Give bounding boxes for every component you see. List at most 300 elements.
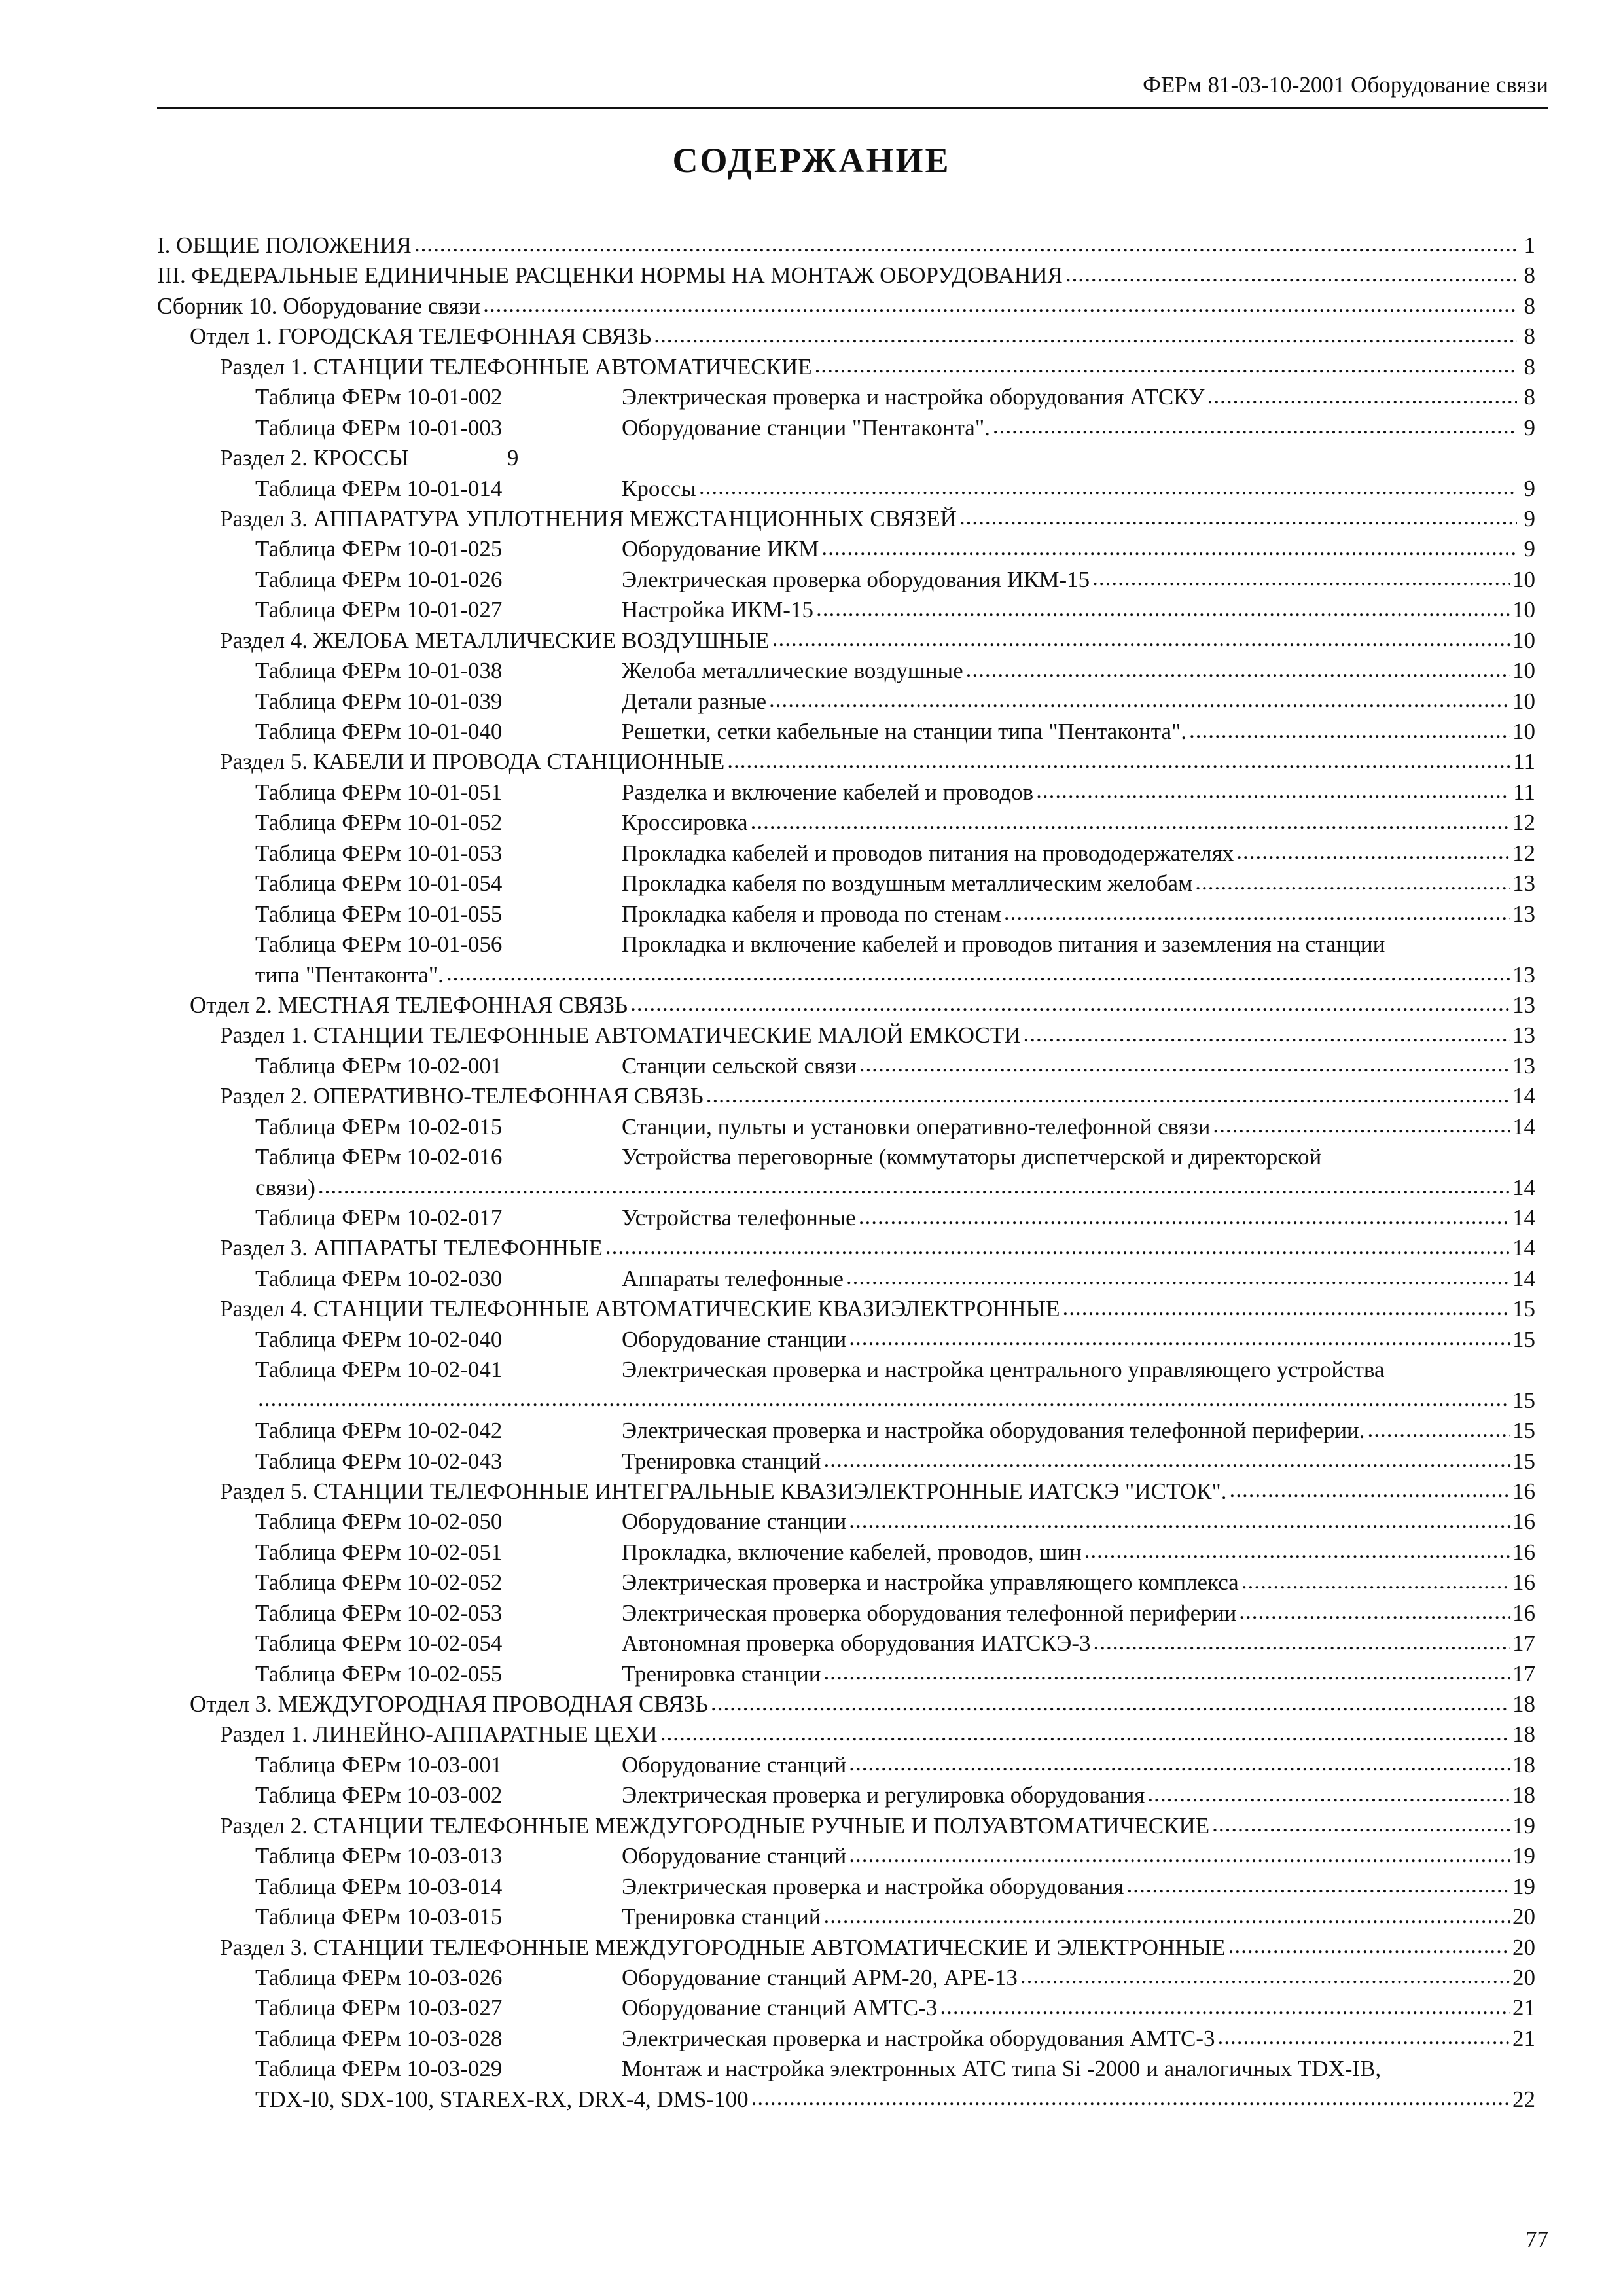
toc-entry[interactable] <box>157 1659 1535 1689</box>
dot-leader <box>1127 1874 1510 1894</box>
toc-entry-label: Тренировка станций <box>622 1904 821 1930</box>
toc-entry[interactable] <box>157 1081 1535 1111</box>
dot-leader <box>849 1509 1510 1529</box>
toc-entry-label: III. ФЕДЕРАЛЬНЫЕ ЕДИНИЧНЫЕ РАСЦЕНКИ НОРМЫ НА МОНТАЖ ОБОРУДОВАНИЯ <box>157 262 1063 289</box>
toc-entry-page: 14 <box>1512 1174 1535 1200</box>
toc-entry-page: 8 <box>1524 262 1535 289</box>
toc-entry-code: Таблица ФЕРм 10-02-053 <box>255 1600 503 1626</box>
toc-entry-code: Таблица ФЕРм 10-01-003 <box>255 414 503 440</box>
toc-entry-page: 13 <box>1512 870 1535 897</box>
toc-entry-line <box>157 1142 1535 1172</box>
toc-entry[interactable] <box>157 1993 1535 2023</box>
toc-entry[interactable] <box>157 1355 1535 1416</box>
toc-entry-text <box>255 808 748 838</box>
dot-leader <box>727 749 1510 769</box>
toc-entry[interactable] <box>157 1294 1535 1324</box>
toc-entry-page: 19 <box>1512 1873 1535 1899</box>
toc-entry-label: Станции, пульты и установки оперативно-телефонной связи <box>622 1113 1211 1139</box>
toc-entry-page: 11 <box>1513 779 1535 805</box>
toc-entry[interactable] <box>157 1750 1535 1780</box>
toc-entry-label: Раздел 3. АППАРАТУРА УПЛОТНЕНИЯ МЕЖСТАНЦИОННЫХ СВЯЗЕЙ <box>220 505 957 531</box>
dot-leader <box>1236 841 1510 861</box>
toc-entry[interactable] <box>157 808 1535 838</box>
toc-entry-line <box>157 1386 1535 1416</box>
toc-entry-label: Желоба металлические воздушные <box>622 658 963 684</box>
toc-entry-code: Таблица ФЕРм 10-02-050 <box>255 1509 503 1535</box>
toc-entry[interactable] <box>157 1325 1535 1355</box>
dot-leader <box>821 537 1517 556</box>
toc-entry[interactable] <box>157 504 1535 534</box>
toc-entry-page: 14 <box>1512 1235 1535 1261</box>
toc-entry-text <box>255 1507 846 1537</box>
dot-leader <box>1230 1479 1510 1499</box>
toc-entry[interactable] <box>157 687 1535 717</box>
toc-entry-label: Отдел 1. ГОРОДСКАЯ ТЕЛЕФОННАЯ СВЯЗЬ <box>190 323 652 350</box>
toc-entry-code: Таблица ФЕРм 10-03-013 <box>255 1843 503 1869</box>
toc-entry-code: Таблица ФЕРм 10-03-015 <box>255 1904 503 1930</box>
toc-entry-text <box>255 899 1001 929</box>
toc-entry-page: 16 <box>1512 1570 1535 1596</box>
toc-entry-text <box>255 1780 1145 1810</box>
toc-entry-code: Таблица ФЕРм 10-02-030 <box>255 1265 503 1291</box>
toc-entry-text <box>255 869 1192 899</box>
dot-leader <box>849 1844 1510 1863</box>
toc-entry-text <box>255 778 1033 808</box>
toc-entry[interactable] <box>157 1933 1535 1963</box>
toc-entry[interactable] <box>157 382 1535 412</box>
running-header: ФЕРм 81-03-10-2001 Оборудование связи <box>1143 72 1548 98</box>
toc-entry-code: Таблица ФЕРм 10-01-054 <box>255 870 503 897</box>
toc-entry-page: 15 <box>1512 1296 1535 1322</box>
dot-leader <box>1062 1297 1510 1316</box>
toc-entry[interactable] <box>157 929 1535 990</box>
toc-entry[interactable] <box>157 474 1535 504</box>
toc-entry-text <box>190 990 628 1020</box>
toc-entry-page: 13 <box>1512 992 1535 1018</box>
toc-entry-text <box>255 1872 1124 1902</box>
dot-leader <box>940 1996 1510 2015</box>
dot-leader <box>849 1753 1510 1772</box>
dot-leader <box>318 1175 1510 1195</box>
toc-entry[interactable] <box>157 230 1535 260</box>
toc-entry-page: 16 <box>1512 1509 1535 1535</box>
toc-entry-text <box>255 1568 1239 1598</box>
toc-entry[interactable] <box>157 1568 1535 1598</box>
dot-leader <box>1207 385 1517 404</box>
toc-entry-code: Таблица ФЕРм 10-03-028 <box>255 2025 503 2051</box>
toc-entry-code: Таблица ФЕРм 10-02-017 <box>255 1205 503 1230</box>
toc-entry[interactable] <box>157 595 1535 625</box>
toc-entry-line <box>157 2054 1535 2084</box>
toc-entry[interactable] <box>157 413 1535 443</box>
toc-entry-page: 12 <box>1512 840 1535 866</box>
toc-entry-page: 13 <box>1512 1052 1535 1079</box>
toc-entry[interactable] <box>157 1142 1535 1203</box>
dot-leader <box>483 294 1517 314</box>
toc-entry[interactable] <box>157 1780 1535 1810</box>
dot-leader <box>859 1054 1510 1073</box>
toc-entry-page: 19 <box>1512 1812 1535 1839</box>
toc-entry-label: Раздел 5. СТАНЦИИ ТЕЛЕФОННЫЕ ИНТЕГРАЛЬНЫЕ КВАЗИЭЛЕКТРОННЫЕ ИАТСКЭ "ИСТОК". <box>220 1478 1227 1504</box>
toc-entry-page: 14 <box>1512 1113 1535 1139</box>
toc-entry-text <box>190 1689 708 1719</box>
toc-entry-text <box>220 1233 603 1263</box>
toc-entry-code: Таблица ФЕРм 10-02-040 <box>255 1326 503 1352</box>
toc-entry-label: Отдел 3. МЕЖДУГОРОДНАЯ ПРОВОДНАЯ СВЯЗЬ <box>190 1691 708 1717</box>
dot-leader <box>1239 1601 1510 1621</box>
dot-leader <box>959 507 1517 526</box>
toc-entry[interactable] <box>157 534 1535 564</box>
toc-entry-label: Раздел 4. ЖЕЛОБА МЕТАЛЛИЧЕСКИЕ ВОЗДУШНЫЕ <box>220 627 770 653</box>
toc-entry-code: Таблица ФЕРм 10-01-027 <box>255 597 503 623</box>
toc-entry-text <box>157 260 1063 291</box>
toc-entry-page: 17 <box>1512 1660 1535 1687</box>
dot-leader <box>1092 567 1510 587</box>
toc-entry-page: 10 <box>1512 627 1535 653</box>
toc-entry-text <box>255 534 819 564</box>
toc-entry[interactable] <box>157 443 1535 473</box>
toc-entry-label: Электрическая проверка и настройка центрального управляющего устройства <box>622 1357 1385 1383</box>
toc-entry[interactable] <box>157 1446 1535 1477</box>
toc-entry[interactable] <box>157 626 1535 656</box>
toc-entry-text <box>220 1477 1227 1507</box>
toc-entry[interactable] <box>157 1598 1535 1628</box>
toc-entry-label: Раздел 1. СТАНЦИИ ТЕЛЕФОННЫЕ АВТОМАТИЧЕСКИЕ МАЛОЙ ЕМКОСТИ <box>220 1022 1021 1049</box>
toc-entry-label: Оборудование ИКМ <box>622 536 819 562</box>
toc-entry-page: 15 <box>1512 1418 1535 1444</box>
toc-entry-text <box>255 1537 1082 1568</box>
toc-entry-label: Оборудование станции <box>622 1326 847 1352</box>
toc-entry-text <box>255 413 990 443</box>
toc-entry-label: Тренировка станции <box>622 1660 821 1687</box>
toc-entry-label: Оборудование станций <box>622 1843 847 1869</box>
toc-entry-text <box>255 1203 856 1233</box>
toc-entry[interactable] <box>157 838 1535 869</box>
dot-leader <box>824 1662 1510 1681</box>
toc-entry-code: Таблица ФЕРм 10-03-029 <box>255 2056 503 2082</box>
toc-entry-code: Таблица ФЕРм 10-03-026 <box>255 1964 503 1990</box>
toc-entry[interactable] <box>157 1537 1535 1568</box>
toc-entry-continuation: типа "Пентаконта". <box>255 961 444 988</box>
toc-entry-text <box>255 656 963 686</box>
toc-entry-code: Таблица ФЕРм 10-02-041 <box>255 1357 503 1383</box>
dot-leader <box>654 324 1517 344</box>
toc-entry-text <box>220 626 770 656</box>
toc-entry[interactable] <box>157 899 1535 929</box>
toc-entry[interactable] <box>157 1203 1535 1233</box>
toc-entry-label: Электрическая проверка и настройка оборудования <box>622 1873 1124 1899</box>
toc-entry[interactable] <box>157 778 1535 808</box>
toc-entry-label: Оборудование станции <box>622 1509 847 1535</box>
toc-entry-text <box>255 717 1186 747</box>
toc-entry-text <box>220 1933 1226 1963</box>
dot-leader <box>824 1449 1510 1469</box>
header-rule <box>157 107 1548 109</box>
toc-entry-text <box>255 1355 1385 1385</box>
toc-entry-page: 14 <box>1512 1083 1535 1109</box>
dot-leader <box>824 1905 1510 1924</box>
toc-entry-code: Таблица ФЕРм 10-01-052 <box>255 810 503 836</box>
toc-entry-label: Оборудование станций АМТС-3 <box>622 1995 938 2021</box>
toc-entry-label: Детали разные <box>622 688 766 714</box>
toc-entry-line <box>157 960 1535 990</box>
dot-leader <box>859 1206 1510 1225</box>
dot-leader <box>966 658 1510 678</box>
toc-entry[interactable] <box>157 1112 1535 1142</box>
page-number: 77 <box>1525 2227 1548 2252</box>
toc-entry[interactable] <box>157 1719 1535 1749</box>
toc-entry[interactable] <box>157 321 1535 351</box>
toc-entry[interactable] <box>157 1963 1535 1993</box>
toc-entry-label: Прокладка кабелей и проводов питания на провододержателях <box>622 840 1234 866</box>
toc-entry[interactable] <box>157 990 1535 1020</box>
toc-entry-page: 21 <box>1512 1995 1535 2021</box>
toc-entry-page: 18 <box>1512 1691 1535 1717</box>
dot-leader <box>258 1388 1510 1408</box>
toc-entry-page: 1 <box>1524 232 1535 258</box>
toc-entry[interactable] <box>157 260 1535 291</box>
toc-entry-label: Разделка и включение кабелей и проводов <box>622 779 1034 805</box>
dot-leader <box>815 355 1517 374</box>
toc-entry-line <box>157 2085 1535 2115</box>
toc-entry[interactable] <box>157 869 1535 899</box>
toc-entry-continuation: связи) <box>255 1174 315 1200</box>
toc-entry-label: Сборник 10. Оборудование связи <box>157 293 481 319</box>
toc-entry-code: Таблица ФЕРм 10-01-038 <box>255 658 503 684</box>
toc-entry-code: Таблица ФЕРм 10-01-053 <box>255 840 503 866</box>
dot-leader <box>1213 1115 1510 1134</box>
dot-leader <box>1147 1783 1510 1803</box>
dot-leader <box>1084 1540 1510 1560</box>
toc-entry-text <box>255 2024 1215 2054</box>
toc-entry-page: 20 <box>1512 1964 1535 1990</box>
toc-entry-label: Станции сельской связи <box>622 1052 857 1079</box>
toc-entry-page: 9 <box>1524 414 1535 440</box>
toc-entry[interactable] <box>157 1689 1535 1719</box>
toc-entry-text <box>255 1112 1210 1142</box>
toc-entry-text <box>157 291 480 321</box>
toc-entry-page: 17 <box>1512 1630 1535 1657</box>
toc-entry-code: Таблица ФЕРм 10-03-001 <box>255 1751 503 1778</box>
toc-entry[interactable] <box>157 1416 1535 1446</box>
toc-entry-label: Раздел 2. СТАНЦИИ ТЕЛЕФОННЫЕ МЕЖДУГОРОДНЫЕ РУЧНЫЕ И ПОЛУАВТОМАТИЧЕСКИЕ <box>220 1812 1210 1839</box>
toc-entry-code: Таблица ФЕРм 10-02-054 <box>255 1630 503 1657</box>
toc-entry-text <box>190 321 651 351</box>
toc-entry-text <box>220 747 724 777</box>
toc-entry-label: Кроссировка <box>622 810 748 836</box>
toc-entry-page: 9 <box>1524 475 1535 501</box>
dot-leader <box>446 963 1510 982</box>
toc-entry-code: Таблица ФЕРм 10-01-002 <box>255 384 503 410</box>
toc-entry-text <box>255 595 813 625</box>
dot-leader <box>1368 1418 1510 1438</box>
toc-entry-code: Таблица ФЕРм 10-02-015 <box>255 1113 503 1139</box>
toc-entry-label: Отдел 2. МЕСТНАЯ ТЕЛЕФОННАЯ СВЯЗЬ <box>190 992 628 1018</box>
toc-entry[interactable] <box>157 1051 1535 1081</box>
toc-entry-text <box>255 929 1385 960</box>
dot-leader <box>1241 1570 1510 1590</box>
toc-entry-page: 16 <box>1512 1600 1535 1626</box>
toc-entry-label: Устройства переговорные (коммутаторы диспетчерской и директорской <box>622 1144 1322 1170</box>
dot-leader <box>1189 719 1510 739</box>
toc-entry-code: Таблица ФЕРм 10-01-051 <box>255 779 503 805</box>
toc-entry-label: Оборудование станций <box>622 1751 847 1778</box>
toc-entry[interactable] <box>157 656 1535 686</box>
toc-entry[interactable] <box>157 1841 1535 1871</box>
toc-entry-page: 14 <box>1512 1265 1535 1291</box>
toc-entry[interactable] <box>157 1628 1535 1659</box>
dot-leader <box>1094 1631 1510 1651</box>
toc-entry-page: 20 <box>1512 1904 1535 1930</box>
dot-leader <box>605 1236 1510 1255</box>
dot-leader <box>1212 1814 1510 1833</box>
toc-entry-code: Таблица ФЕРм 10-01-014 <box>255 475 503 501</box>
toc-entry[interactable] <box>157 565 1535 595</box>
toc-entry-text <box>255 382 1205 412</box>
toc-entry-text <box>255 1750 846 1780</box>
dot-leader <box>1228 1935 1510 1955</box>
toc-entry[interactable] <box>157 1233 1535 1263</box>
toc-entry[interactable] <box>157 1020 1535 1050</box>
toc-entry-code: Таблица ФЕРм 10-02-016 <box>255 1144 503 1170</box>
toc-entry-text <box>220 1719 658 1749</box>
toc-entry-code: Таблица ФЕРм 10-01-039 <box>255 688 503 714</box>
toc-entry-label: Раздел 3. СТАНЦИИ ТЕЛЕФОННЫЕ МЕЖДУГОРОДНЫЕ АВТОМАТИЧЕСКИЕ И ЭЛЕКТРОННЫЕ <box>220 1934 1226 1960</box>
dot-leader <box>630 993 1510 1013</box>
toc-entry-label: Раздел 4. СТАНЦИИ ТЕЛЕФОННЫЕ АВТОМАТИЧЕСКИЕ КВАЗИЭЛЕКТРОННЫЕ <box>220 1296 1060 1322</box>
toc-entry-text <box>255 1963 1018 1993</box>
toc-entry-text <box>255 1416 1365 1446</box>
dot-leader <box>846 1266 1510 1286</box>
toc-entry-text <box>220 1811 1209 1841</box>
toc-entry[interactable] <box>157 2054 1535 2115</box>
toc-entry-code: Таблица ФЕРм 10-02-051 <box>255 1539 503 1565</box>
toc-entry-page: 18 <box>1512 1782 1535 1808</box>
toc-entry-code: Таблица ФЕРм 10-01-055 <box>255 901 503 927</box>
toc-entry-text <box>220 1020 1021 1050</box>
toc-entry-page: 8 <box>1524 293 1535 319</box>
toc-entry-page: 10 <box>1512 597 1535 623</box>
toc-entry-page: 10 <box>1512 658 1535 684</box>
toc-entry[interactable] <box>157 1811 1535 1841</box>
dot-leader <box>849 1327 1510 1347</box>
toc-entry[interactable] <box>157 1902 1535 1932</box>
dot-leader <box>706 1084 1510 1103</box>
toc-entry[interactable] <box>157 1507 1535 1537</box>
toc-entry-page: 14 <box>1512 1205 1535 1230</box>
toc-entry-text <box>220 352 812 382</box>
toc-entry-label: Автономная проверка оборудования ИАТСКЭ-3 <box>622 1630 1091 1657</box>
toc-entry-code: Таблица ФЕРм 10-03-002 <box>255 1782 503 1808</box>
toc-entry[interactable] <box>157 352 1535 382</box>
toc-entry-page: 10 <box>1512 566 1535 592</box>
dot-leader <box>699 476 1517 496</box>
toc-entry[interactable] <box>157 1264 1535 1294</box>
toc-entry-code: Таблица ФЕРм 10-03-027 <box>255 1995 503 2021</box>
toc-entry-label: Электрическая проверка и настройка оборудования телефонной периферии. <box>622 1418 1365 1444</box>
toc-entry-page: 8 <box>1524 353 1535 380</box>
toc-entry[interactable] <box>157 291 1535 321</box>
toc-entry-label: Электрическая проверка оборудования телефонной периферии <box>622 1600 1237 1626</box>
dot-leader <box>751 2087 1510 2107</box>
toc-entry-text <box>255 1264 844 1294</box>
toc-entry-text <box>255 1142 1321 1172</box>
toc-entry-line <box>157 1355 1535 1385</box>
toc-entry-page: 16 <box>1512 1478 1535 1504</box>
toc-entry-page: 10 <box>1512 719 1535 744</box>
toc-entry-label: Электрическая проверка оборудования ИКМ-15 <box>622 566 1090 592</box>
dot-leader <box>1024 1023 1510 1043</box>
toc-entry-label: Прокладка и включение кабелей и проводов питания и заземления на станции <box>622 931 1385 958</box>
toc-entry-line <box>157 1173 1535 1203</box>
toc-entry-code: Таблица ФЕРм 10-02-001 <box>255 1052 503 1079</box>
toc-entry[interactable] <box>157 717 1535 747</box>
toc-entry-page: 15 <box>1512 1387 1535 1413</box>
toc-entry-label: Настройка ИКМ-15 <box>622 597 813 623</box>
toc-entry-page: 8 <box>1524 384 1535 410</box>
toc-entry-label: Раздел 3. АППАРАТЫ ТЕЛЕФОННЫЕ <box>220 1235 603 1261</box>
toc-entry-text <box>255 474 696 504</box>
toc-entry-label: Электрическая проверка и настройка оборудования АМТС-3 <box>622 2025 1215 2051</box>
dot-leader <box>1218 2026 1510 2046</box>
toc-entry-code: Таблица ФЕРм 10-01-026 <box>255 566 503 592</box>
toc-entry-page: 15 <box>1512 1448 1535 1474</box>
toc-entry-code: Таблица ФЕРм 10-02-052 <box>255 1570 503 1596</box>
toc-entry-page: 13 <box>1512 901 1535 927</box>
toc-entry-label: Раздел 5. КАБЕЛИ И ПРОВОДА СТАНЦИОННЫЕ <box>220 749 725 775</box>
toc-entry-text <box>255 1993 937 2023</box>
toc-entry[interactable] <box>157 1872 1535 1902</box>
toc-entry[interactable] <box>157 2024 1535 2054</box>
toc-entry-text <box>255 2054 1381 2084</box>
toc-entry-code: Таблица ФЕРм 10-01-056 <box>255 931 503 958</box>
toc-entry-code: Таблица ФЕРм 10-01-025 <box>255 536 503 562</box>
toc-entry-code: Таблица ФЕРм 10-03-014 <box>255 1873 503 1899</box>
toc-entry-label: Прокладка кабеля и провода по стенам <box>622 901 1001 927</box>
toc-entry-label: Прокладка, включение кабелей, проводов, шин <box>622 1539 1082 1565</box>
toc-entry-page: 18 <box>1512 1721 1535 1748</box>
toc-entry-label: Раздел 1. СТАНЦИИ ТЕЛЕФОННЫЕ АВТОМАТИЧЕСКИЕ <box>220 353 812 380</box>
toc-entry-text <box>255 1325 846 1355</box>
toc-entry-text <box>255 687 766 717</box>
toc-entry-label: Аппараты телефонные <box>622 1265 844 1291</box>
toc-entry-page: 12 <box>1512 810 1535 836</box>
toc-entry-page: 11 <box>1513 749 1535 775</box>
dot-leader <box>1195 871 1510 891</box>
toc-entry-page: 21 <box>1512 2025 1535 2051</box>
dot-leader <box>711 1692 1510 1712</box>
toc-entry-text <box>220 1294 1060 1324</box>
toc-entry[interactable] <box>157 747 1535 777</box>
toc-entry-page: 13 <box>1512 1022 1535 1049</box>
toc-entry[interactable] <box>157 1477 1535 1507</box>
toc-entry-page: 15 <box>1512 1326 1535 1352</box>
toc-entry-text <box>255 1902 821 1932</box>
toc-entry-label: Электрическая проверка и настройка управляющего комплекса <box>622 1570 1239 1596</box>
toc-entry-page: 22 <box>1512 2086 1535 2112</box>
toc-entry-label: Раздел 1. ЛИНЕЙНО-АППАРАТНЫЕ ЦЕХИ <box>220 1721 658 1748</box>
dot-leader <box>816 598 1510 617</box>
dot-leader <box>660 1722 1510 1742</box>
toc-entry-text <box>255 1659 821 1689</box>
dot-leader <box>414 233 1517 253</box>
page-title: СОДЕРЖАНИЕ <box>672 141 951 180</box>
toc-entry-code: Таблица ФЕРм 10-01-040 <box>255 719 503 744</box>
toc-entry-text <box>255 1446 821 1477</box>
toc-entry-text <box>255 1841 846 1871</box>
dot-leader <box>1020 1965 1510 1985</box>
toc-entry-label: I. ОБЩИЕ ПОЛОЖЕНИЯ <box>157 232 412 258</box>
